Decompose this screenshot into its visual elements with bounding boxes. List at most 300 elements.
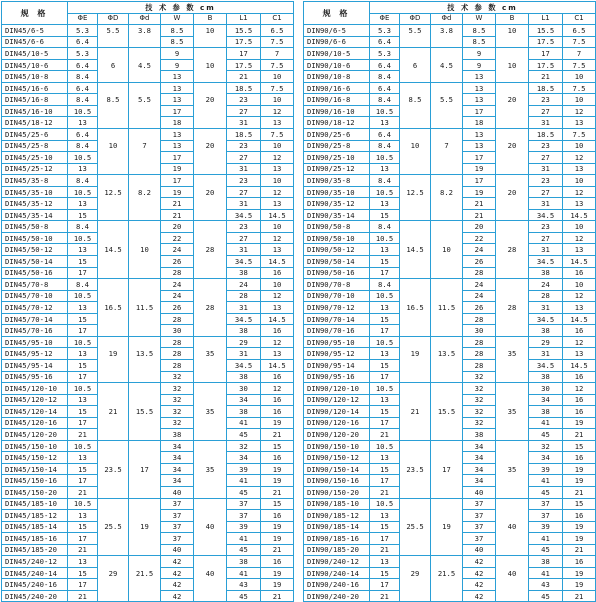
cell-b: [496, 533, 529, 545]
cell-c1: 12: [563, 290, 596, 302]
cell-c1: 7: [563, 48, 596, 60]
cell-w: 40: [463, 544, 496, 556]
cell-phi-d-inner: [431, 232, 463, 244]
cell-phi-d-outer: [400, 267, 431, 279]
cell-phi-d-outer: 29: [400, 567, 431, 579]
cell-l1: 31: [529, 348, 563, 360]
cell-spec: DIN90/70-10: [304, 290, 370, 302]
cell-phi-d-outer: [98, 510, 129, 522]
cell-phi-d-outer: [400, 383, 431, 395]
cell-phi-d-outer: [400, 82, 431, 94]
cell-spec: DIN45/25-6: [2, 129, 68, 141]
cell-phi-d-outer: [98, 129, 129, 141]
cell-c1: 21: [563, 429, 596, 441]
cell-w: 26: [463, 302, 496, 314]
table-row: [2, 325, 294, 337]
table-row: [2, 394, 294, 406]
cell-phi-d-outer: [400, 510, 431, 522]
cell-phi-d-inner: [431, 256, 463, 268]
cell-spec: DIN90/95-14: [304, 359, 370, 371]
cell-w: 42: [463, 579, 496, 591]
table-row: [2, 417, 294, 429]
cell-b: [496, 48, 529, 60]
cell-phi-d-outer: 10: [400, 140, 431, 152]
table-row: [2, 163, 294, 175]
cell-phi-e: 13: [68, 198, 98, 210]
cell-w: 13: [161, 71, 194, 83]
cell-w: 37: [161, 521, 194, 533]
cell-b: 35: [496, 463, 529, 475]
cell-spec: DIN90/70-8: [304, 279, 370, 291]
cell-l1: 31: [227, 302, 261, 314]
cell-w: 17: [161, 152, 194, 164]
cell-b: [194, 325, 227, 337]
cell-w: 13: [463, 71, 496, 83]
cell-phi-e: 15: [370, 406, 400, 418]
cell-spec: DIN90/70-12: [304, 302, 370, 314]
cell-phi-d-inner: [129, 336, 161, 348]
cell-l1: 18.5: [227, 82, 261, 94]
cell-phi-e: 17: [370, 533, 400, 545]
cell-phi-d-outer: [98, 163, 129, 175]
table-row: [2, 175, 294, 187]
cell-b: 10: [194, 25, 227, 37]
cell-l1: 21: [529, 71, 563, 83]
cell-c1: 12: [563, 186, 596, 198]
cell-spec: DIN45/185-16: [2, 533, 68, 545]
cell-l1: 37: [227, 498, 261, 510]
cell-phi-e: 15: [68, 256, 98, 268]
cell-w: 37: [463, 510, 496, 522]
cell-l1: 43: [227, 579, 261, 591]
cell-w: 38: [463, 429, 496, 441]
cell-phi-d-inner: [129, 209, 161, 221]
cell-phi-e: 17: [68, 267, 98, 279]
cell-b: [194, 129, 227, 141]
cell-b: [194, 256, 227, 268]
cell-w: 34: [463, 452, 496, 464]
cell-c1: 21: [563, 590, 596, 602]
cell-c1: 14.5: [261, 313, 294, 325]
cell-phi-d-inner: [431, 221, 463, 233]
table-row: [2, 429, 294, 441]
cell-l1: 39: [529, 463, 563, 475]
cell-spec: DIN90/35-10: [304, 186, 370, 198]
cell-phi-d-outer: [400, 163, 431, 175]
cell-w: 28: [161, 313, 194, 325]
cell-b: [194, 71, 227, 83]
cell-spec: DIN90/240-14: [304, 567, 370, 579]
cell-phi-d-outer: [400, 105, 431, 117]
cell-phi-e: 10.5: [370, 383, 400, 395]
col-header-phi-d-inner: Φd: [129, 13, 161, 25]
cell-phi-d-outer: [98, 232, 129, 244]
cell-spec: DIN90/35-8: [304, 175, 370, 187]
cell-phi-d-outer: [400, 533, 431, 545]
cell-spec: DIN90/25-8: [304, 140, 370, 152]
table-row: [2, 36, 294, 48]
cell-c1: 12: [563, 152, 596, 164]
cell-b: [194, 175, 227, 187]
table-row: [2, 348, 294, 360]
cell-spec: DIN90/185-12: [304, 510, 370, 522]
cell-l1: 39: [227, 463, 261, 475]
cell-phi-d-inner: 13.5: [129, 348, 161, 360]
col-header-phi-e: ΦE: [370, 13, 400, 25]
cell-spec: DIN45/120-10: [2, 383, 68, 395]
cell-phi-d-inner: [129, 163, 161, 175]
cell-c1: 12: [563, 232, 596, 244]
cell-spec: DIN90/10-8: [304, 71, 370, 83]
cell-w: 42: [463, 567, 496, 579]
cell-phi-e: 10.5: [370, 186, 400, 198]
cell-w: 34: [161, 440, 194, 452]
cell-phi-d-inner: [129, 129, 161, 141]
cell-w: 21: [463, 209, 496, 221]
cell-spec: DIN45/95-16: [2, 371, 68, 383]
cell-w: 24: [463, 290, 496, 302]
table-row: [304, 521, 596, 533]
cell-phi-e: 15: [370, 567, 400, 579]
cell-phi-e: 10.5: [68, 440, 98, 452]
cell-phi-d-inner: 19: [129, 521, 161, 533]
cell-c1: 16: [261, 394, 294, 406]
cell-w: 32: [463, 371, 496, 383]
cell-spec: DIN90/10-5: [304, 48, 370, 60]
cell-c1: 16: [563, 406, 596, 418]
table-row: [304, 313, 596, 325]
cell-b: 40: [194, 567, 227, 579]
cell-l1: 15.5: [227, 25, 261, 37]
cell-b: [194, 475, 227, 487]
cell-spec: DIN90/120-14: [304, 406, 370, 418]
cell-l1: 34: [529, 394, 563, 406]
cell-l1: 31: [227, 117, 261, 129]
cell-spec: DIN45/50-16: [2, 267, 68, 279]
cell-l1: 41: [227, 417, 261, 429]
cell-spec: DIN45/95-10: [2, 336, 68, 348]
table-row: [2, 440, 294, 452]
cell-b: 10: [194, 59, 227, 71]
cell-l1: 41: [227, 475, 261, 487]
cell-c1: 15: [563, 498, 596, 510]
cell-c1: 10: [261, 94, 294, 106]
cell-c1: 19: [563, 463, 596, 475]
cell-l1: 45: [227, 429, 261, 441]
cell-phi-d-inner: [431, 152, 463, 164]
cell-spec: DIN45/240-14: [2, 567, 68, 579]
table-row: [2, 198, 294, 210]
cell-c1: 21: [261, 429, 294, 441]
cell-phi-e: 6.4: [370, 129, 400, 141]
cell-b: 28: [194, 244, 227, 256]
cell-c1: 19: [563, 475, 596, 487]
cell-phi-d-outer: 5.5: [400, 25, 431, 37]
cell-spec: DIN45/50-14: [2, 256, 68, 268]
cell-spec: DIN90/95-16: [304, 371, 370, 383]
cell-phi-d-inner: [129, 486, 161, 498]
cell-c1: 16: [261, 267, 294, 279]
cell-c1: 14.5: [261, 209, 294, 221]
cell-l1: 37: [529, 510, 563, 522]
cell-b: [496, 36, 529, 48]
cell-spec: DIN45/70-16: [2, 325, 68, 337]
cell-phi-e: 8.4: [370, 140, 400, 152]
cell-phi-d-inner: [129, 36, 161, 48]
cell-spec: DIN45/150-16: [2, 475, 68, 487]
cell-b: [194, 579, 227, 591]
col-header-c1: C1: [261, 13, 294, 25]
cell-b: 40: [496, 567, 529, 579]
cell-l1: 18.5: [227, 129, 261, 141]
col-header-b: B: [194, 13, 227, 25]
cell-w: 40: [161, 544, 194, 556]
table-row: [2, 59, 294, 71]
table-row: [304, 452, 596, 464]
cell-w: 32: [463, 383, 496, 395]
cell-l1: 27: [529, 186, 563, 198]
cell-phi-d-outer: [98, 290, 129, 302]
cell-phi-d-outer: [400, 232, 431, 244]
cell-phi-d-outer: [98, 486, 129, 498]
cell-spec: DIN45/25-12: [2, 163, 68, 175]
table-row: [304, 567, 596, 579]
cell-l1: 15.5: [529, 25, 563, 37]
cell-l1: 32: [529, 440, 563, 452]
table-row: [2, 371, 294, 383]
cell-l1: 45: [529, 544, 563, 556]
table-row: [2, 221, 294, 233]
cell-l1: 17.5: [529, 59, 563, 71]
cell-l1: 43: [529, 579, 563, 591]
cell-b: [496, 71, 529, 83]
cell-phi-d-outer: [98, 152, 129, 164]
cell-spec: DIN90/50-14: [304, 256, 370, 268]
cell-spec: DIN45/185-10: [2, 498, 68, 510]
cell-l1: 17.5: [227, 36, 261, 48]
cell-c1: 7.5: [261, 36, 294, 48]
cell-b: [194, 498, 227, 510]
cell-b: [194, 556, 227, 568]
cell-w: 37: [161, 533, 194, 545]
cell-phi-d-inner: [431, 498, 463, 510]
cell-b: [496, 279, 529, 291]
cell-spec: DIN90/16-8: [304, 94, 370, 106]
cell-phi-d-inner: 10: [129, 244, 161, 256]
cell-b: [194, 510, 227, 522]
cell-b: [194, 232, 227, 244]
cell-spec: DIN90/185-20: [304, 544, 370, 556]
cell-l1: 41: [529, 417, 563, 429]
table-row: [304, 232, 596, 244]
cell-phi-d-outer: [98, 82, 129, 94]
cell-phi-d-inner: [431, 440, 463, 452]
cell-phi-d-outer: [400, 313, 431, 325]
table-row: [2, 279, 294, 291]
cell-phi-e: 10.5: [370, 152, 400, 164]
table-row: [2, 290, 294, 302]
cell-phi-d-inner: [431, 556, 463, 568]
cell-l1: 31: [529, 244, 563, 256]
cell-l1: 17.5: [227, 59, 261, 71]
table-row: [304, 221, 596, 233]
cell-l1: 27: [227, 232, 261, 244]
cell-phi-e: 15: [370, 359, 400, 371]
cell-spec: DIN45/120-20: [2, 429, 68, 441]
cell-c1: 12: [261, 383, 294, 395]
cell-phi-d-inner: [129, 221, 161, 233]
cell-w: 37: [463, 533, 496, 545]
cell-b: 35: [496, 348, 529, 360]
cell-w: 42: [161, 579, 194, 591]
cell-spec: DIN90/185-14: [304, 521, 370, 533]
cell-c1: 16: [563, 371, 596, 383]
cell-phi-d-outer: [400, 498, 431, 510]
cell-phi-e: 15: [370, 313, 400, 325]
table-row: [304, 579, 596, 591]
cell-c1: 16: [261, 371, 294, 383]
cell-phi-e: 10.5: [370, 105, 400, 117]
cell-phi-d-outer: 21: [400, 406, 431, 418]
cell-l1: 41: [529, 567, 563, 579]
cell-phi-e: 17: [370, 267, 400, 279]
cell-phi-d-inner: [129, 371, 161, 383]
cell-b: [496, 129, 529, 141]
cell-spec: DIN45/185-12: [2, 510, 68, 522]
cell-phi-e: 10.5: [68, 152, 98, 164]
cell-phi-e: 21: [68, 429, 98, 441]
cell-phi-d-outer: [98, 36, 129, 48]
cell-spec: DIN45/185-14: [2, 521, 68, 533]
table-row: [2, 209, 294, 221]
cell-l1: 24: [529, 279, 563, 291]
cell-b: [194, 452, 227, 464]
cell-phi-d-outer: [98, 117, 129, 129]
cell-phi-d-inner: [129, 359, 161, 371]
cell-spec: DIN90/50-8: [304, 221, 370, 233]
cell-phi-d-outer: [98, 105, 129, 117]
cell-w: 34: [463, 440, 496, 452]
cell-l1: 31: [529, 117, 563, 129]
table-row: [304, 359, 596, 371]
cell-c1: 7.5: [261, 82, 294, 94]
cell-b: [194, 394, 227, 406]
cell-spec: DIN90/185-16: [304, 533, 370, 545]
cell-phi-e: 8.4: [68, 94, 98, 106]
cell-phi-e: 21: [370, 486, 400, 498]
cell-phi-d-inner: [129, 590, 161, 602]
cell-spec: DIN90/35-12: [304, 198, 370, 210]
cell-b: [496, 221, 529, 233]
cell-spec: DIN90/35-14: [304, 209, 370, 221]
cell-w: 32: [463, 406, 496, 418]
cell-phi-e: 13: [370, 198, 400, 210]
cell-phi-d-outer: [400, 544, 431, 556]
cell-b: [496, 417, 529, 429]
cell-b: [496, 544, 529, 556]
cell-phi-d-inner: 15.5: [431, 406, 463, 418]
cell-b: [194, 429, 227, 441]
cell-spec: DIN90/16-10: [304, 105, 370, 117]
cell-phi-d-inner: [431, 429, 463, 441]
cell-w: 30: [161, 325, 194, 337]
cell-c1: 21: [261, 486, 294, 498]
cell-c1: 16: [261, 556, 294, 568]
cell-spec: DIN90/25-12: [304, 163, 370, 175]
cell-w: 24: [161, 279, 194, 291]
cell-l1: 41: [227, 567, 261, 579]
cell-spec: DIN45/35-10: [2, 186, 68, 198]
cell-l1: 45: [529, 590, 563, 602]
table-row: [304, 94, 596, 106]
cell-l1: 31: [227, 163, 261, 175]
cell-c1: 19: [563, 567, 596, 579]
table-row: [304, 590, 596, 602]
cell-phi-e: 15: [68, 406, 98, 418]
cell-l1: 38: [227, 371, 261, 383]
cell-phi-d-inner: [431, 290, 463, 302]
spec-table-body: [2, 25, 294, 602]
table-row: [304, 198, 596, 210]
cell-spec: DIN90/6-6: [304, 36, 370, 48]
cell-w: 8.5: [463, 36, 496, 48]
cell-phi-d-inner: [129, 48, 161, 60]
cell-b: [194, 82, 227, 94]
cell-l1: 38: [529, 406, 563, 418]
cell-b: [496, 82, 529, 94]
cell-l1: 38: [529, 325, 563, 337]
cell-phi-e: 10.5: [68, 498, 98, 510]
cell-c1: 10: [563, 94, 596, 106]
cell-phi-d-inner: [129, 175, 161, 187]
cell-spec: DIN90/25-10: [304, 152, 370, 164]
table-row: [304, 256, 596, 268]
table-row: [2, 71, 294, 83]
cell-phi-e: 17: [370, 325, 400, 337]
cell-phi-d-outer: [400, 486, 431, 498]
cell-b: [496, 371, 529, 383]
cell-w: 42: [463, 590, 496, 602]
cell-phi-d-outer: [400, 429, 431, 441]
cell-phi-e: 10.5: [370, 498, 400, 510]
cell-spec: DIN90/120-12: [304, 394, 370, 406]
table-row: [304, 429, 596, 441]
cell-w: 13: [161, 82, 194, 94]
cell-l1: 38: [529, 267, 563, 279]
cell-phi-d-outer: 23.5: [98, 463, 129, 475]
cell-b: [496, 590, 529, 602]
table-row: [2, 186, 294, 198]
cell-c1: 21: [261, 590, 294, 602]
cell-phi-d-inner: [431, 163, 463, 175]
cell-c1: 13: [261, 244, 294, 256]
cell-l1: 45: [227, 486, 261, 498]
cell-b: [194, 48, 227, 60]
cell-l1: 34.5: [529, 359, 563, 371]
cell-c1: 13: [563, 244, 596, 256]
cell-b: [194, 117, 227, 129]
cell-l1: 34.5: [227, 256, 261, 268]
tech-params-header: 技 术 参 数 cm: [370, 2, 596, 14]
table-row: [304, 48, 596, 60]
cell-w: 17: [463, 152, 496, 164]
cell-spec: DIN45/18-12: [2, 117, 68, 129]
cell-spec: DIN45/240-16: [2, 579, 68, 591]
cell-c1: 12: [261, 232, 294, 244]
cell-spec: DIN45/35-8: [2, 175, 68, 187]
cell-spec: DIN45/70-12: [2, 302, 68, 314]
cell-spec: DIN45/16-10: [2, 105, 68, 117]
